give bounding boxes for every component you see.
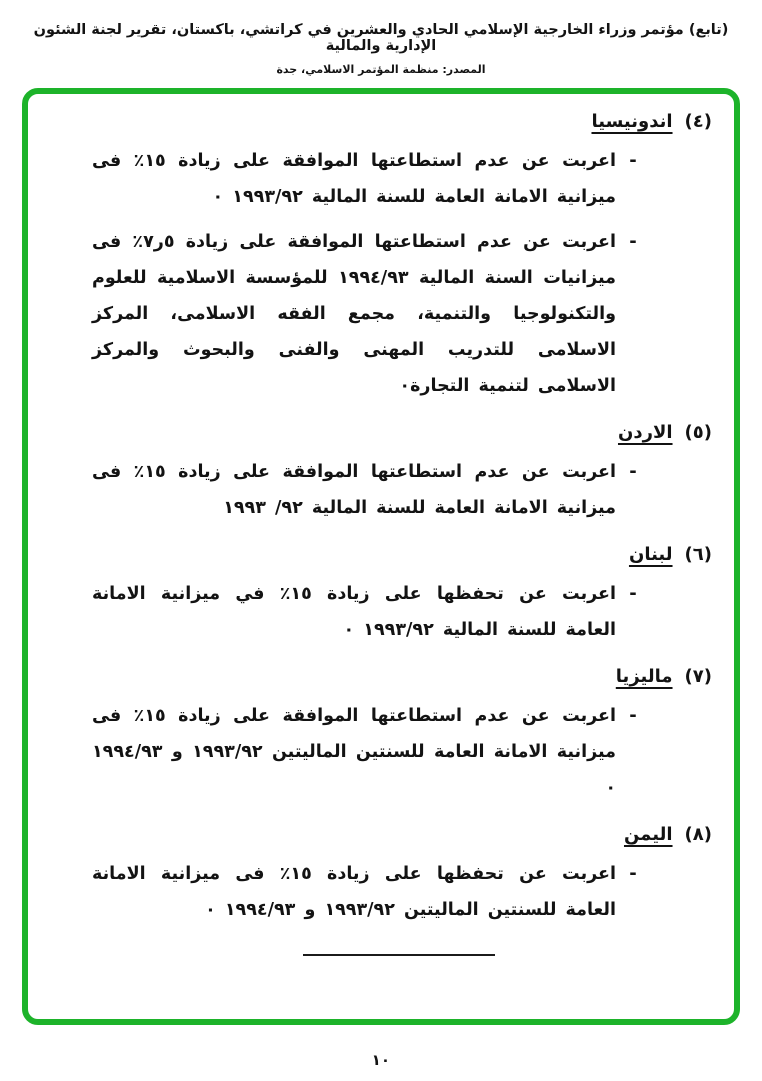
bullet-item (86, 856, 712, 928)
section-header (86, 421, 712, 445)
section-country: اندونيسيا (591, 111, 673, 132)
section-number: (٤) (684, 111, 712, 132)
annotation-frame (22, 88, 740, 1025)
bullet-dash: - (629, 583, 637, 604)
bullet-dash: - (629, 150, 637, 171)
document-body (28, 94, 734, 1019)
bullet-item (86, 143, 712, 215)
section-country: الاردن (617, 422, 673, 443)
section-number: (٦) (684, 544, 712, 565)
section-indonesia (86, 110, 712, 404)
section-number: (٨) (684, 824, 712, 845)
section-malaysia (86, 665, 712, 806)
bullet-text: اعربت عن عدم استطاعتها الموافقة على زيادة ١٥٪ فى ميزانية الامانة العامة للسنة المالية ٩٢/ ١٩٩٣ (92, 462, 617, 518)
page-number: ١٠ (371, 1051, 390, 1069)
bullet-dash: - (629, 461, 637, 482)
section-header (86, 110, 712, 134)
bullet-item (86, 224, 712, 404)
section-yemen (86, 823, 712, 928)
section-number: (٧) (684, 666, 712, 687)
bullet-item (86, 454, 712, 526)
section-header (86, 823, 712, 847)
section-country: ماليزيا (615, 666, 673, 687)
bullet-dash: - (629, 231, 637, 252)
document-header (0, 22, 762, 76)
bullet-item (86, 698, 712, 806)
section-number: (٥) (684, 422, 712, 443)
document-title: (تابع) مؤتمر وزراء الخارجية الإسلامي الحادي والعشرين في كراتشي، باكستان، تقرير لجنة الشئون الإدارية والمالية (33, 22, 729, 54)
bullet-text: اعربت عن تحفظها على زيادة ١٥٪ في ميزانية الامانة العامة للسنة المالية ١٩٩٣/٩٢ ٠ (92, 584, 616, 640)
bullet-dash: - (629, 863, 637, 884)
section-country: لبنان (628, 544, 673, 565)
bullet-text: اعربت عن عدم استطاعتها الموافقة على زيادة ٥ر٧٪ فى ميزانيات السنة المالية ١٩٩٤/٩٣ للمؤسسة الاسلامية للعلوم والتكنولوجيا والتنمية، مجمع الفقه الاسلامى، المركز الاسلامى للتدريب المهنى والفنى والبحوث والمركز الاسلامى لتنمية التجارة٠ (92, 232, 616, 396)
section-lebanon (86, 543, 712, 648)
document-source: المصدر: منظمة المؤتمر الاسلامي، جدة (276, 63, 486, 76)
section-header (86, 543, 712, 567)
bullet-text: اعربت عن عدم استطاعتها الموافقة على زيادة ١٥٪ فى ميزانية الامانة العامة للسنتين الماليتين ١٩٩٣/٩٢ و ١٩٩٤/٩٣ ٠ (92, 706, 617, 798)
bullet-text: اعربت عن عدم استطاعتها الموافقة على زيادة ١٥٪ فى ميزانية الامانة العامة للسنة المالية ١٩٩٣/٩٢ ٠ (92, 151, 617, 207)
bullet-text: اعربت عن تحفظها على زيادة ١٥٪ فى ميزانية الامانة العامة للسنتين الماليتين ١٩٩٣/٩٢ و ١٩٩٤/٩٣ ٠ (92, 864, 616, 920)
footnote-rule (303, 954, 495, 956)
section-jordan (86, 421, 712, 526)
section-country: اليمن (623, 824, 673, 845)
section-header (86, 665, 712, 689)
bullet-dash: - (629, 705, 637, 726)
bullet-item (86, 576, 712, 648)
